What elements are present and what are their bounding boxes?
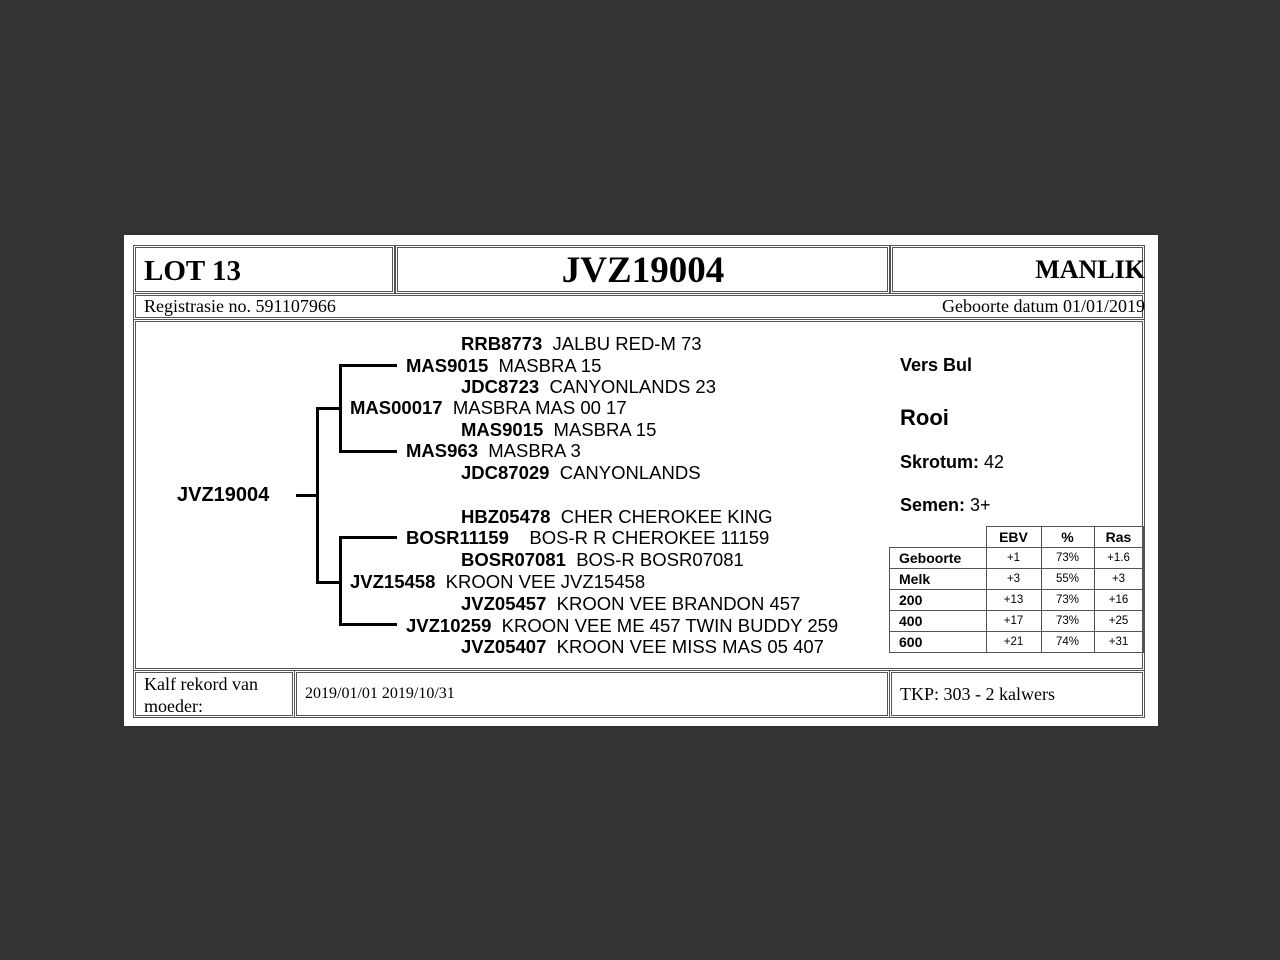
subject-bracket bbox=[316, 408, 319, 583]
row-label: 600 bbox=[890, 632, 987, 653]
pct-cell: 55% bbox=[1041, 569, 1094, 590]
dam-dam-connector bbox=[339, 623, 397, 626]
pedigree-sire-dam-dam: JDC87029 CANYONLANDS bbox=[461, 462, 701, 483]
sex-label: MANLIK bbox=[1035, 255, 1145, 284]
row-label: 400 bbox=[890, 611, 987, 632]
pct-cell: 73% bbox=[1041, 548, 1094, 569]
pedigree-sire: MAS00017 MASBRA MAS 00 17 bbox=[350, 397, 627, 418]
table-row bbox=[890, 590, 1144, 611]
scrotum-info: Skrotum: 42 bbox=[900, 452, 1005, 472]
ras-cell: +25 bbox=[1094, 611, 1143, 632]
animal-id-title: JVZ19004 bbox=[561, 250, 725, 291]
ebv-cell: +3 bbox=[986, 569, 1041, 590]
sire-dam-connector bbox=[339, 450, 397, 453]
ebv-cell: +13 bbox=[986, 590, 1041, 611]
pedigree-sire-sire-sire: RRB8773 JALBU RED-M 73 bbox=[461, 333, 702, 354]
pedigree-sire-dam: MAS963 MASBRA 3 bbox=[406, 440, 581, 461]
pedigree-sire-sire: MAS9015 MASBRA 15 bbox=[406, 355, 602, 376]
table-row bbox=[890, 548, 1144, 569]
registration-number: Registrasie no. 591107966 bbox=[144, 296, 336, 316]
table-row bbox=[890, 611, 1144, 632]
ebv-header-row bbox=[890, 527, 1144, 548]
pedigree-dam-sire: BOSR11159 BOS-R R CHEROKEE 11159 bbox=[406, 527, 770, 548]
row-label: Melk bbox=[890, 569, 987, 590]
calf-record-dates: 2019/01/01 2019/10/31 bbox=[305, 685, 455, 702]
pct-cell: 73% bbox=[1041, 611, 1094, 632]
pedigree-dam-dam-sire: JVZ05457 KROON VEE BRANDON 457 bbox=[461, 593, 801, 614]
subject-connector bbox=[296, 494, 317, 497]
ras-cell: +1.6 bbox=[1094, 548, 1143, 569]
pedigree-dam-dam-dam: JVZ05407 KROON VEE MISS MAS 05 407 bbox=[461, 636, 824, 657]
table-row bbox=[890, 569, 1144, 590]
row-label: Geboorte bbox=[890, 548, 987, 569]
dam-sire-connector bbox=[339, 536, 397, 539]
dam-bracket bbox=[339, 537, 342, 625]
ebv-cell: +21 bbox=[986, 632, 1041, 653]
sire-bracket bbox=[339, 365, 342, 452]
pedigree-dam-dam: JVZ10259 KROON VEE ME 457 TWIN BUDDY 259 bbox=[406, 615, 839, 636]
pedigree-dam-sire-dam: BOSR07081 BOS-R BOSR07081 bbox=[461, 549, 744, 570]
ras-cell: +31 bbox=[1094, 632, 1143, 653]
table-row bbox=[890, 632, 1144, 653]
ebv-cell: +17 bbox=[986, 611, 1041, 632]
ebv-cell: +1 bbox=[986, 548, 1041, 569]
row-label: 200 bbox=[890, 590, 987, 611]
pct-cell: 73% bbox=[1041, 590, 1094, 611]
semen-info: Semen: 3+ bbox=[900, 495, 991, 515]
lot-number: LOT 13 bbox=[144, 255, 241, 287]
animal-colour: Rooi bbox=[900, 405, 949, 430]
pedigree-subject: JVZ19004 bbox=[177, 484, 270, 506]
pct-header: % bbox=[1041, 527, 1094, 548]
ras-header: Ras bbox=[1094, 527, 1143, 548]
pedigree-sire-dam-sire: MAS9015 MASBRA 15 bbox=[461, 419, 657, 440]
pedigree-dam: JVZ15458 KROON VEE JVZ15458 bbox=[350, 571, 646, 592]
ebv-table bbox=[889, 526, 1144, 653]
ras-cell: +16 bbox=[1094, 590, 1143, 611]
calf-record-label: Kalf rekord van moeder: bbox=[144, 674, 258, 716]
sire-sire-connector bbox=[339, 364, 397, 367]
animal-type: Vers Bul bbox=[900, 355, 973, 375]
pedigree-sire-sire-dam: JDC8723 CANYONLANDS 23 bbox=[461, 376, 717, 397]
ebv-header: EBV bbox=[986, 527, 1041, 548]
ras-cell: +3 bbox=[1094, 569, 1143, 590]
pct-cell: 74% bbox=[1041, 632, 1094, 653]
birth-date: Geboorte datum 01/01/2019 bbox=[942, 296, 1145, 316]
sire-connector bbox=[316, 407, 340, 410]
tkp-value: TKP: 303 - 2 kalwers bbox=[900, 684, 1055, 704]
dam-connector bbox=[316, 581, 340, 584]
lot-card bbox=[124, 235, 1158, 726]
pedigree-dam-sire-sire: HBZ05478 CHER CHEROKEE KING bbox=[461, 506, 773, 527]
